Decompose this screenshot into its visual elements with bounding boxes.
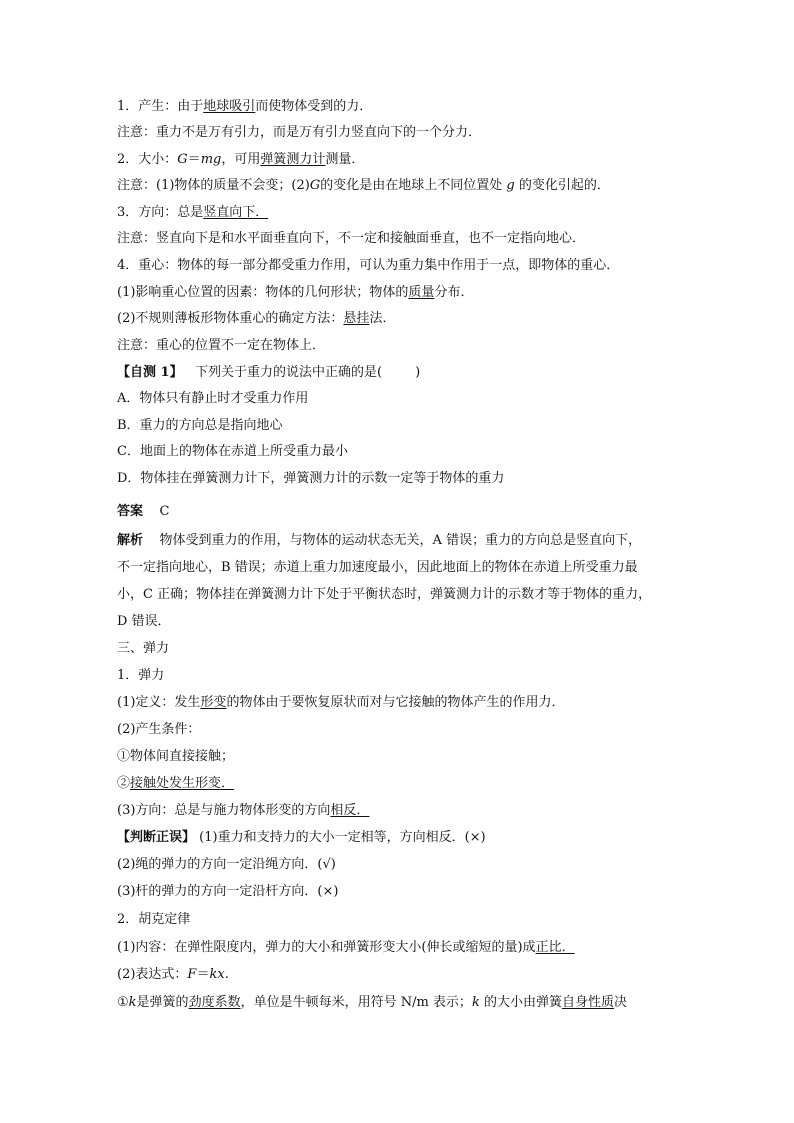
option-d: D．物体挂在弹簧测力计下，弹簧测力计的示数一定等于物体的重力 — [117, 471, 505, 486]
blank-answer: 劲度系数 — [188, 995, 241, 1010]
section-heading-elastic-force: 三、弹力 — [117, 641, 170, 656]
subheading-hookes-law: 2．胡克定律 — [117, 912, 191, 927]
line-definition: (1)定义：发生形变的物体由于要恢复原状而对与它接触的物体产生的作用力． — [117, 695, 565, 710]
line-conditions: (2)产生条件： — [117, 722, 201, 737]
line-true-false-1: 【判断正误】 (1)重力和支持力的大小一定相等，方向相反．(×) — [117, 830, 486, 845]
true-false-label: 【判断正误】 — [117, 830, 196, 845]
blank-answer: 正比． — [535, 940, 575, 955]
blank-answer: 相反． — [330, 803, 370, 818]
line-true-false-3: (3)杆的弹力的方向一定沿杆方向．(×) — [117, 884, 339, 899]
option-a: A．物体只有静止时才受重力作用 — [117, 391, 309, 406]
self-test-label: 【自测 1】 — [117, 365, 183, 380]
line-condition-2: ②接触处发生形变． — [117, 776, 235, 791]
blank-answer: 质量 — [408, 285, 435, 300]
line-gravity-magnitude: 2．大小：G＝mg，可用弹簧测力计测量． — [117, 152, 365, 167]
subheading-elastic-force: 1．弹力 — [117, 668, 165, 683]
blank-answer: 自身性质 — [561, 995, 614, 1010]
line-spring-constant: ①k是弹簧的劲度系数，单位是牛顿每米，用符号 N/m 表示；k 的大小由弹簧自身性质决 — [117, 995, 627, 1010]
line-cog-factors: (1)影响重心位置的因素：物体的几何形状；物体的质量分布． — [117, 285, 474, 300]
line-true-false-2: (2)绳的弹力的方向一定沿绳方向．(√) — [117, 857, 336, 872]
line-elastic-direction: (3)方向：总是与施力物体形变的方向相反． — [117, 803, 370, 818]
analysis-line-3: 小，C 正确；物体挂在弹簧测力计下处于平衡状态时，弹簧测力计的示数才等于物体的重力， — [117, 587, 652, 602]
line-gravity-origin: 1．产生：由于地球吸引而使物体受到的力． — [117, 99, 373, 114]
analysis-line-1: 解析 物体受到重力的作用，与物体的运动状态无关，A 错误；重力的方向总是竖直向下， — [117, 533, 642, 548]
option-c: C．地面上的物体在赤道上所受重力最小 — [117, 444, 348, 459]
line-self-test-question: 【自测 1】 下列关于重力的说法中正确的是( ) — [117, 365, 421, 380]
blank-answer: 悬挂 — [343, 311, 370, 326]
blank-answer: 形变 — [200, 695, 227, 710]
line-note-2: 注意：(1)物体的质量不会变；(2)G的变化是由在地球上不同位置处 g 的变化引起的． — [117, 178, 610, 193]
analysis-label: 解析 — [117, 533, 144, 548]
blank-answer: 接触处发生形变． — [130, 776, 235, 791]
line-note-3: 注意：竖直向下是和水平面垂直向下，不一定和接触面垂直，也不一定指向地心． — [117, 231, 586, 246]
line-note-4: 注意：重心的位置不一定在物体上． — [117, 338, 326, 353]
analysis-line-4: D 错误． — [117, 614, 171, 629]
line-hooke-formula: (2)表达式：F＝kx. — [117, 967, 229, 982]
blank-answer: 竖直向下． — [203, 205, 269, 220]
answer-line: 答案 C — [117, 504, 170, 519]
line-condition-1: ①物体间直接接触； — [117, 749, 235, 764]
option-b: B．重力的方向总是指向地心 — [117, 418, 283, 433]
line-gravity-direction: 3．方向：总是竖直向下． — [117, 205, 269, 220]
line-note-1: 注意：重力不是万有引力，而是万有引力竖直向下的一个分力． — [117, 125, 482, 140]
line-hooke-content: (1)内容：在弹性限度内，弹力的大小和弹簧形变大小(伸长或缩短的量)成正比． — [117, 940, 575, 955]
line-center-of-gravity: 4．重心：物体的每一部分都受重力作用，可认为重力集中作用于一点，即物体的重心． — [117, 258, 620, 273]
blank-answer: 地球吸引 — [203, 99, 256, 114]
blank-answer: 弹簧测力计 — [260, 152, 326, 167]
answer-label: 答案 — [117, 504, 144, 519]
analysis-line-2: 不一定指向地心，B 错误；赤道上重力加速度最小，因此地面上的物体在赤道上所受重力最 — [117, 560, 638, 575]
line-cog-method: (2)不规则薄板形物体重心的确定方法：悬挂法． — [117, 311, 396, 326]
